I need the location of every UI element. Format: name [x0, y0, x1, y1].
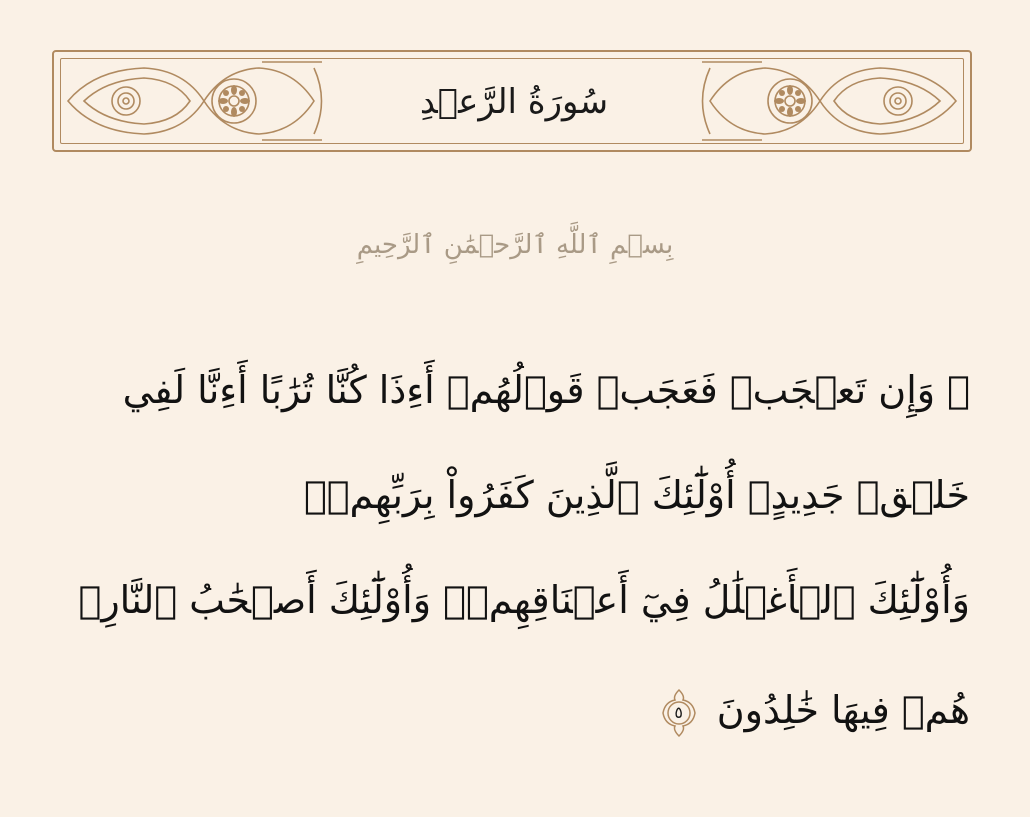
surah-header-banner — [52, 50, 972, 152]
verse-line-2: خَلۡقٖ جَدِيدٍۗ أُوْلَٰٓئِكَ ٱلَّذِينَ كَفَرُواْ بِرَبِّهِمۡۖ — [303, 473, 970, 517]
verse-line-4-text: هُمۡ فِيهَا خَٰلِدُونَ — [716, 688, 970, 732]
basmala: بِسۡمِ ٱللَّهِ ٱلرَّحۡمَٰنِ ٱلرَّحِيمِ — [356, 230, 674, 260]
ayah-number: ٥ — [674, 702, 683, 722]
verse-line-4 — [70, 665, 970, 755]
verse-line-3: وَأُوْلَٰٓئِكَ ٱلۡأَغۡلَٰلُ فِيٓ أَعۡنَاقِهِمۡۖ وَأُوْلَٰٓئِكَ أَصۡحَٰبُ ٱلنَّارِۖ — [78, 578, 970, 622]
verse-line-1: ۞ وَإِن تَعۡجَبۡ فَعَجَبٞ قَوۡلُهُمۡ أَءِذَا كُنَّا تُرَٰبًا أَءِنَّا لَفِي — [122, 368, 970, 412]
surah-title: سُورَةُ الرَّعۡدِ — [419, 82, 609, 122]
ayah-end-marker — [659, 688, 699, 738]
